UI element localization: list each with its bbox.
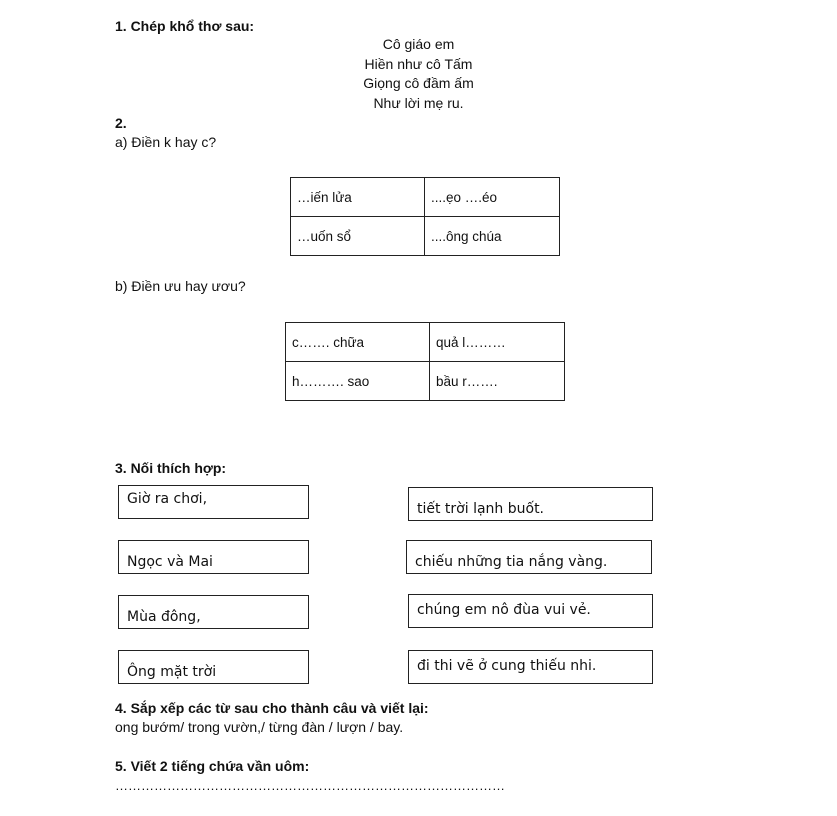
q1-title: 1. Chép khổ thơ sau: <box>115 18 255 34</box>
match-left-text: Mùa đông, <box>127 609 201 625</box>
table-cell: c……. chữa <box>286 323 430 362</box>
q2b-label: b) Điền ưu hay ươu? <box>115 278 246 294</box>
table-cell: …uốn sổ <box>291 217 425 256</box>
match-right-text: chúng em nô đùa vui vẻ. <box>417 602 591 618</box>
match-left-item[interactable] <box>118 650 309 684</box>
table-row <box>286 323 565 362</box>
match-right-text: tiết trời lạnh buốt. <box>417 501 545 517</box>
poem-line: Giọng cô đầm ấm <box>363 75 474 91</box>
match-right-text: chiếu những tia nắng vàng. <box>415 554 608 570</box>
q4-title: 4. Sắp xếp các từ sau cho thành câu và viết lại: <box>115 700 429 716</box>
q3-title: 3. Nối thích hợp: <box>115 460 227 476</box>
q2-title: 2. <box>115 115 127 131</box>
poem-line: Như lời mẹ ru. <box>373 94 464 111</box>
q2a-table <box>290 177 560 256</box>
table-cell: ....ông chúa <box>425 217 560 256</box>
table-row <box>286 362 565 401</box>
match-right-item[interactable] <box>408 650 653 684</box>
match-right-item[interactable] <box>408 487 653 521</box>
table-cell: ....ẹo ….éo <box>425 178 560 217</box>
table-cell: h………. sao <box>286 362 430 401</box>
q2a-label: a) Điền k hay c? <box>115 134 217 150</box>
match-left-text: Giờ ra chơi, <box>127 491 208 507</box>
poem-line: Hiền như cô Tấm <box>364 55 473 72</box>
match-left-text: Ngọc và Mai <box>127 554 213 570</box>
match-right-text: đi thi vẽ ở cung thiếu nhi. <box>417 658 597 674</box>
poem-line: Cô giáo em <box>382 36 455 52</box>
match-left-item[interactable] <box>118 485 309 519</box>
q5-title: 5. Viết 2 tiếng chứa vần uôm: <box>115 758 310 774</box>
table-cell: …iến lửa <box>291 178 425 217</box>
table-cell: quả l……… <box>430 323 565 362</box>
answer-line[interactable]: ……………………………………………………………………………… <box>115 778 505 793</box>
table-row <box>291 217 560 256</box>
match-right-item[interactable] <box>408 594 653 628</box>
match-left-item[interactable] <box>118 540 309 574</box>
match-left-text: Ông mặt trời <box>127 664 217 680</box>
poem <box>0 35 837 113</box>
q2b-table <box>285 322 565 401</box>
match-right-item[interactable] <box>406 540 652 574</box>
table-row <box>291 178 560 217</box>
table-cell: bầu r……. <box>430 362 565 401</box>
match-left-item[interactable] <box>118 595 309 629</box>
q4-words: ong bướm/ trong vườn,/ từng đàn / lượn / bay. <box>115 719 404 735</box>
